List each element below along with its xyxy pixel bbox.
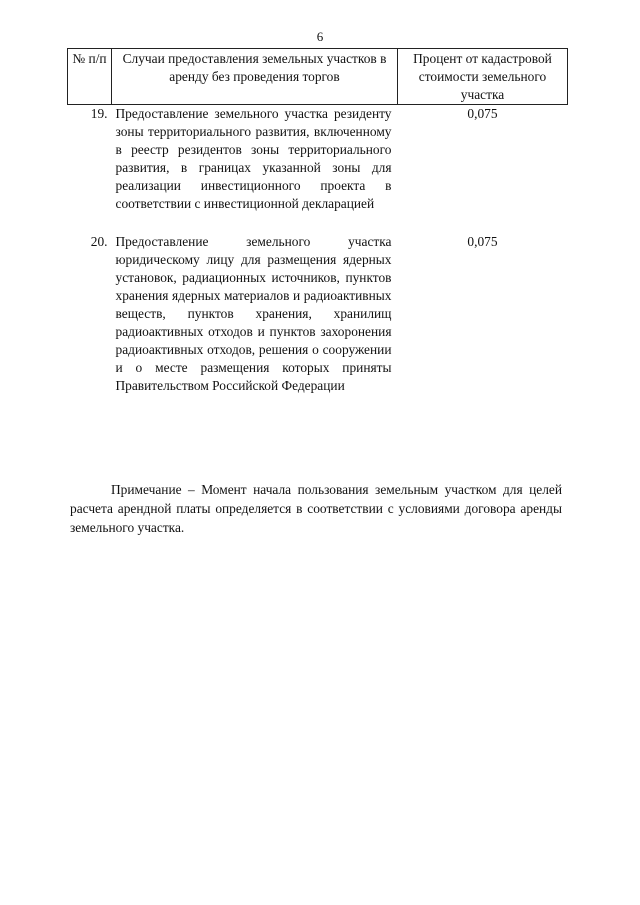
header-number: № п/п: [68, 49, 112, 105]
table-row: [68, 105, 568, 214]
row-number: 20.: [90, 234, 108, 249]
rent-cases-table: [67, 48, 567, 395]
row-percent: 0,075: [467, 106, 498, 121]
row-text: Предоставление земельного участка резиденту зоны территориального развития, включенному в реестр резидентов зоны территориального развития, в границах указанной зоны для реализации инвестиционного проекта в соответствии с инвестиционной декларацией: [115, 106, 392, 211]
row-number: 19.: [90, 106, 108, 121]
row-percent: 0,075: [467, 234, 498, 249]
note-paragraph: Примечание – Момент начала пользования земельным участком для целей расчета арендной платы определяется в соответствии с условиями договора аренды земельного участка.: [70, 482, 562, 535]
row-text: Предоставление земельного участка юридическому лицу для размещения ядерных установок, радиационных источников, пунктов хранения ядерных материалов и радиоактивных веществ, пунктов хранения, хранилищ радиоактивных отходов и пунктов захоронения радиоактивных отходов, решения о сооружении и о месте размещения которых приняты Правительством Российской Федерации: [115, 234, 392, 393]
header-percent: Процент от кадастровой стоимости земельного участка: [398, 49, 568, 105]
header-cases: Случаи предоставления земельных участков в аренду без проведения торгов: [112, 49, 398, 105]
table-row: [68, 213, 568, 395]
table-header-row: [68, 49, 568, 105]
table: [67, 48, 568, 395]
page-number: 6: [316, 29, 324, 44]
